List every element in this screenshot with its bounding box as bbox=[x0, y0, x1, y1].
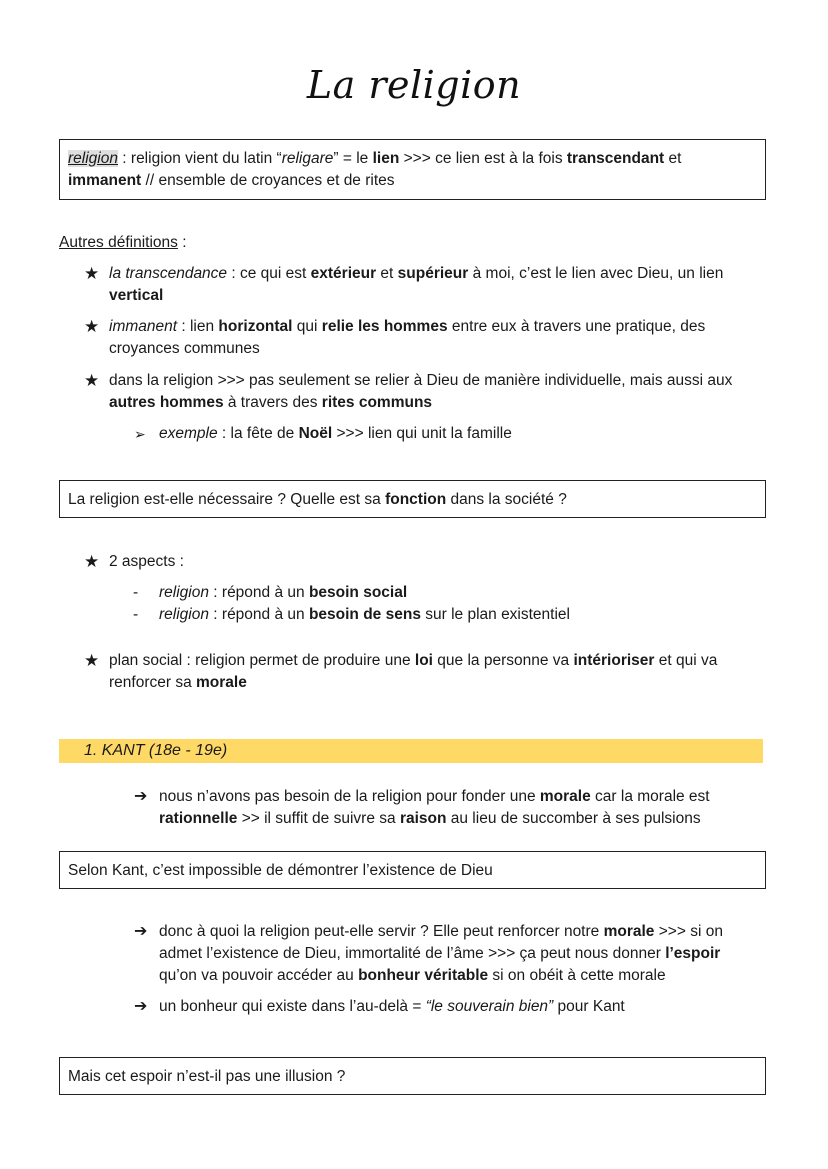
text: donc à quoi la religion peut-elle servir ? Elle peut renforcer notre bbox=[159, 923, 604, 940]
text: >>> ce lien est à la fois bbox=[399, 150, 567, 167]
bold-text: vertical bbox=[109, 287, 164, 304]
arrow-item-souverain-bien bbox=[134, 996, 754, 1018]
text: // ensemble de croyances et de rites bbox=[141, 172, 395, 189]
italic-term: la transcendance bbox=[109, 265, 228, 282]
sub-item-exemple bbox=[134, 423, 754, 445]
bold-text: morale bbox=[196, 674, 247, 691]
text: et qui va bbox=[654, 652, 718, 669]
text: Selon Kant, c’est impossible de démontrer l’existence de Dieu bbox=[68, 862, 493, 879]
autres-definitions-label bbox=[59, 232, 187, 254]
term-religion: religion bbox=[68, 150, 118, 167]
bold-text: bonheur véritable bbox=[358, 967, 489, 984]
italic-term: religion bbox=[159, 584, 209, 601]
italic-quote: “le souverain bien” bbox=[425, 998, 554, 1015]
text: dans la société ? bbox=[446, 491, 567, 508]
text: et bbox=[376, 265, 398, 282]
text: La religion est-elle nécessaire ? Quelle est sa bbox=[68, 491, 386, 508]
text: : répond à un bbox=[208, 606, 309, 623]
bold-text: morale bbox=[539, 788, 591, 805]
dash-item-besoin-social bbox=[133, 582, 753, 604]
question-box-fonction bbox=[59, 480, 766, 518]
bold-text: relie les hommes bbox=[321, 318, 448, 335]
text: qui bbox=[292, 318, 322, 335]
list-item-immanent bbox=[84, 316, 764, 360]
text: à travers des bbox=[223, 394, 322, 411]
bold-text: rites communs bbox=[321, 394, 433, 411]
latin-word: religare bbox=[281, 150, 334, 167]
text: 2 aspects : bbox=[109, 553, 184, 570]
arrow-item-morale bbox=[134, 786, 754, 830]
bold-transcendant: transcendant bbox=[566, 150, 665, 167]
text: : répond à un bbox=[208, 584, 309, 601]
definition-box bbox=[59, 139, 766, 200]
text: >>> si on bbox=[654, 923, 723, 940]
text: Mais cet espoir n’est-il pas une illusion ? bbox=[68, 1068, 346, 1085]
text: à moi, c’est le lien avec Dieu, un lien bbox=[468, 265, 724, 282]
text: >>> lien qui unit la famille bbox=[332, 425, 512, 442]
star-icon: ★ bbox=[84, 371, 100, 390]
page-title: La religion bbox=[306, 63, 522, 107]
star-icon: ★ bbox=[84, 264, 100, 283]
bold-text: besoin de sens bbox=[308, 606, 421, 623]
arrow-item-espoir bbox=[134, 921, 754, 987]
text: : lien bbox=[177, 318, 219, 335]
bold-text: besoin social bbox=[308, 584, 408, 601]
label-colon: : bbox=[177, 234, 187, 251]
text: admet l’existence de Dieu, immortalité de l’âme >>> ça peut nous donner bbox=[159, 945, 666, 962]
text: et bbox=[664, 150, 682, 167]
text: qu’on va pouvoir accéder au bbox=[159, 967, 359, 984]
arrowhead-icon: ➢ bbox=[134, 426, 146, 442]
text: croyances communes bbox=[109, 340, 260, 357]
bold-text: intérioriser bbox=[573, 652, 655, 669]
text: >> il suffit de suivre sa bbox=[237, 810, 400, 827]
bold-text: autres hommes bbox=[109, 394, 224, 411]
arrow-icon: ➔ bbox=[134, 788, 148, 805]
text: plan social : religion permet de produire une bbox=[109, 652, 415, 669]
text: pour Kant bbox=[553, 998, 625, 1015]
text: un bonheur qui existe dans l’au-delà = bbox=[159, 998, 426, 1015]
bold-text: loi bbox=[414, 652, 433, 669]
list-item-transcendance bbox=[84, 263, 764, 307]
bold-text: raison bbox=[399, 810, 447, 827]
list-item-aspects bbox=[84, 551, 764, 573]
bold-text: fonction bbox=[385, 491, 447, 508]
bold-lien: lien bbox=[372, 150, 400, 167]
question-box-kant bbox=[59, 851, 766, 889]
bold-text: horizontal bbox=[218, 318, 293, 335]
star-icon: ★ bbox=[84, 651, 100, 670]
text: sur le plan existentiel bbox=[420, 606, 570, 623]
text: : ce qui est bbox=[227, 265, 311, 282]
text: renforcer sa bbox=[109, 674, 197, 691]
italic-term: exemple bbox=[159, 425, 218, 442]
star-icon: ★ bbox=[84, 317, 100, 336]
label-text: Autres définitions bbox=[59, 234, 178, 251]
dash-item-besoin-sens bbox=[133, 604, 753, 626]
italic-term: immanent bbox=[109, 318, 178, 335]
star-icon: ★ bbox=[84, 552, 100, 571]
list-item-plan-social bbox=[84, 650, 764, 694]
text: entre eux à travers une pratique, des bbox=[447, 318, 706, 335]
bold-text: morale bbox=[603, 923, 655, 940]
text: dans la religion >>> pas seulement se relier à Dieu de manière individuelle, mais aussi aux bbox=[109, 372, 733, 389]
text: nous n’avons pas besoin de la religion pour fonder une bbox=[159, 788, 540, 805]
bold-text: Noël bbox=[298, 425, 333, 442]
bold-text: rationnelle bbox=[159, 810, 238, 827]
text: si on obéit à cette morale bbox=[488, 967, 666, 984]
text: : la fête de bbox=[217, 425, 299, 442]
text: que la personne va bbox=[432, 652, 574, 669]
dash-icon: - bbox=[133, 606, 139, 623]
question-box-illusion bbox=[59, 1057, 766, 1095]
text: car la morale est bbox=[590, 788, 710, 805]
dash-icon: - bbox=[133, 584, 139, 601]
bold-text: l’espoir bbox=[665, 945, 721, 962]
bold-text: extérieur bbox=[310, 265, 377, 282]
italic-term: religion bbox=[159, 606, 209, 623]
arrow-icon: ➔ bbox=[134, 998, 148, 1015]
bold-text: supérieur bbox=[397, 265, 469, 282]
bold-immanent: immanent bbox=[68, 172, 142, 189]
text: : religion vient du latin “ bbox=[117, 150, 282, 167]
arrow-icon: ➔ bbox=[134, 923, 148, 940]
section-heading-kant: 1. KANT (18e - 19e) bbox=[59, 739, 763, 763]
text: au lieu de succomber à ses pulsions bbox=[446, 810, 701, 827]
text: ” = le bbox=[333, 150, 373, 167]
list-item-rites bbox=[84, 370, 764, 414]
